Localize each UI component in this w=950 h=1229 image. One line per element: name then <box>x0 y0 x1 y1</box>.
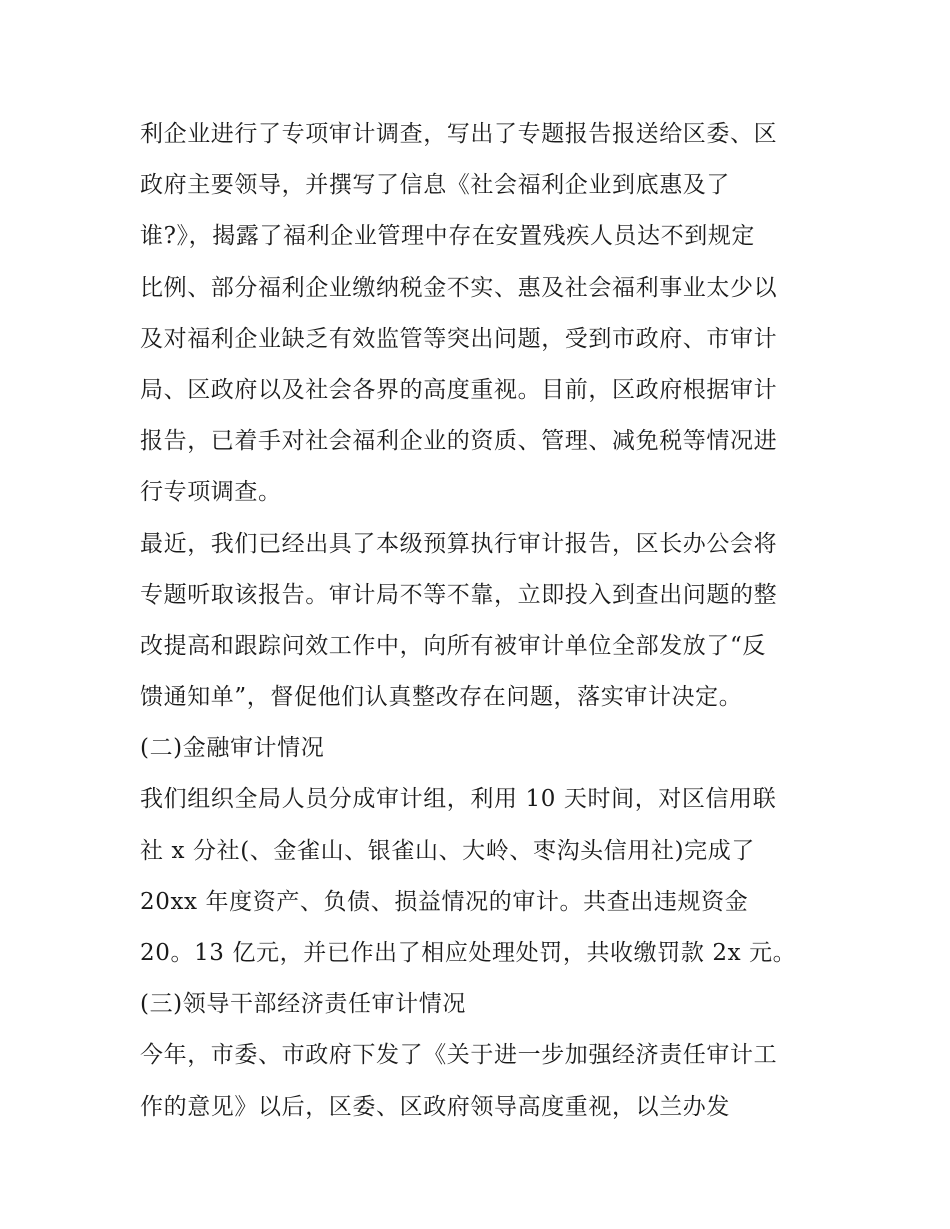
text-line: 改提高和跟踪问效工作中，向所有被审计单位全部发放了“反 <box>140 632 766 659</box>
text-line: 及对福利企业缺乏有效监管等突出问题，受到市政府、市审计 <box>140 325 778 352</box>
text-line: 谁?》，揭露了福利企业管理中存在安置残疾人员达不到规定 <box>140 223 756 250</box>
text-line: 行专项调查。 <box>140 479 282 506</box>
text-line: 利企业进行了专项审计调查，写出了专题报告报送给区委、区 <box>140 121 778 147</box>
section-heading: (三)领导干部经济责任审计情况 <box>140 991 466 1018</box>
text-line: 20xx 年度资产、负债、损益情况的审计。共查出违规资金 <box>140 888 749 915</box>
text-line: 社 x 分社(、金雀山、银雀山、大岭、枣沟头信用社)完成了 <box>140 837 755 864</box>
text-line: 专题听取该报告。审计局不等不靠，立即投入到查出问题的整 <box>140 581 778 608</box>
text-line: 政府主要领导，并撰写了信息《社会福利企业到底惠及了 <box>140 172 730 199</box>
text-line: 20。13 亿元，并已作出了相应处理处罚，共收缴罚款 2x 元。 <box>140 940 797 966</box>
text-line: 我们组织全局人员分成审计组，利用 10 天时间，对区信用联 <box>140 786 777 813</box>
text-line: 比例、部分福利企业缴纳税金不实、惠及社会福利事业太少以 <box>140 274 778 301</box>
text-line: 作的意见》以后，区委、区政府领导高度重视，以兰办发 <box>140 1093 730 1120</box>
text-line: 今年，市委、市政府下发了《关于进一步加强经济责任审计工 <box>140 1042 778 1069</box>
document-body <box>140 109 820 1133</box>
text-line: 最近，我们已经出具了本级预算执行审计报告，区长办公会将 <box>140 530 778 557</box>
text-line: 报告，已着手对社会福利企业的资质、管理、减免税等情况进 <box>140 428 778 455</box>
text-line: 局、区政府以及社会各界的高度重视。目前，区政府根据审计 <box>140 376 778 403</box>
text-line: 馈通知单”，督促他们认真整改存在问题，落实审计决定。 <box>140 684 743 711</box>
section-heading: (二)金融审计情况 <box>140 735 325 762</box>
